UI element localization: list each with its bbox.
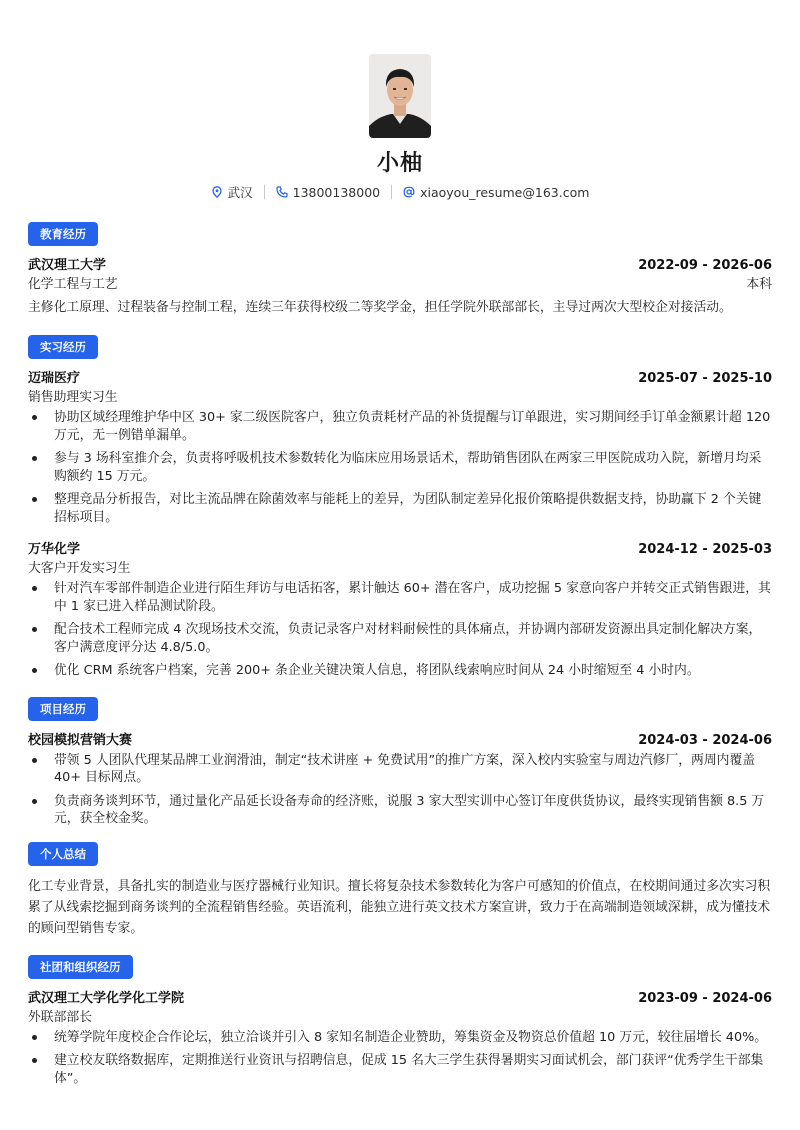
contact-phone xyxy=(265,185,391,200)
education-sub-row xyxy=(28,273,772,292)
education-section xyxy=(28,222,772,318)
section-tag-education: 教育经历 xyxy=(28,222,98,246)
bullet-item: 带领 5 人团队代理某品牌工业润滑油，制定“技术讲座 + 免费试用”的推广方案，深入校内实验室与周边汽修厂，两周内覆盖 40+ 目标网点。 xyxy=(28,752,772,787)
club-section xyxy=(28,955,772,1088)
project-section xyxy=(28,697,772,828)
internship-entry xyxy=(28,538,772,680)
major-name: 化学工程与工艺 xyxy=(28,277,118,292)
bullet-item: 统筹学院年度校企合作论坛，独立洽谈并引入 8 家知名制造企业赞助，筹集资金及物资总价值超 10 万元，较往届增长 40%。 xyxy=(28,1029,772,1047)
school-name: 武汉理工大学 xyxy=(28,258,107,273)
location-text: 武汉 xyxy=(227,185,253,200)
contact-bar xyxy=(28,183,772,201)
project-bullets xyxy=(28,752,772,828)
contact-location xyxy=(200,183,264,201)
profile-photo xyxy=(369,54,431,138)
project-name: 校园模拟营销大赛 xyxy=(28,732,133,748)
club-bullets xyxy=(28,1029,772,1088)
company-name: 迈瑞医疗 xyxy=(28,371,81,386)
company-name: 万华化学 xyxy=(28,542,81,557)
club-date: 2023-09 - 2024-06 xyxy=(638,990,772,1006)
degree-level: 本科 xyxy=(746,277,772,292)
bullet-item: 优化 CRM 系统客户档案，完善 200+ 条企业关键决策人信息，将团队线索响应时间从 24 小时缩短至 4 小时内。 xyxy=(28,662,772,680)
club-role: 外联部部长 xyxy=(28,1009,92,1025)
location-pin-icon xyxy=(211,186,223,198)
club-header-row xyxy=(28,987,772,1006)
internship-entry xyxy=(28,367,772,526)
club-org-name: 武汉理工大学化学化工学院 xyxy=(28,990,185,1006)
at-sign-icon xyxy=(403,186,415,198)
internship-bullets xyxy=(28,580,772,680)
bullet-item: 参与 3 场科室推介会，负责将呼吸机技术参数转化为临床应用场景话术，帮助销售团队在两家三甲医院成功入院，新增月均采购额约 15 万元。 xyxy=(28,450,772,485)
contact-email xyxy=(392,185,600,200)
summary-section xyxy=(28,842,772,939)
bullet-item: 建立校友联络数据库，定期推送行业资讯与招聘信息，促成 15 名大三学生获得暑期实习面试机会，部门获评“优秀学生干部集体”。 xyxy=(28,1052,772,1087)
internship-header-row xyxy=(28,367,772,386)
bullet-item: 配合技术工程师完成 4 次现场技术交流，负责记录客户对材料耐候性的具体痛点，并协调内部研发资源出具定制化解决方案，客户满意度评分达 4.8/5.0。 xyxy=(28,621,772,656)
section-tag-summary: 个人总结 xyxy=(28,842,98,866)
education-date: 2022-09 - 2026-06 xyxy=(638,258,772,273)
education-description: 主修化工原理、过程装备与控制工程，连续三年获得校级二等奖学金，担任学院外联部部长，主导过两次大型校企对接活动。 xyxy=(28,300,732,315)
bullet-item: 整理竞品分析报告，对比主流品牌在除菌效率与能耗上的差异，为团队制定差异化报价策略提供数据支持，协助赢下 2 个关键招标项目。 xyxy=(28,491,772,526)
summary-text: 化工专业背景，具备扎实的制造业与医疗器械行业知识。擅长将复杂技术参数转化为客户可感知的价值点，在校期间通过多次实习积累了从线索挖掘到商务谈判的全流程销售经验。英语流利，能独立进行英文技术方案宣讲，致力于在高端制造领域深耕，成为懂技术的顾问型销售专家。 xyxy=(28,878,771,936)
internship-role: 销售助理实习生 xyxy=(28,390,118,405)
bullet-item: 针对汽车零部件制造企业进行陌生拜访与电话拓客，累计触达 60+ 潜在客户，成功挖掘 5 家意向客户并转交正式销售跟进，其中 1 家已进入样品测试阶段。 xyxy=(28,580,772,615)
internship-bullets xyxy=(28,409,772,526)
internship-role: 大客户开发实习生 xyxy=(28,561,131,576)
email-text: xiaoyou_resume@163.com xyxy=(420,184,590,200)
project-header-row xyxy=(28,729,772,748)
candidate-name: 小柚 xyxy=(376,151,423,176)
section-tag-project: 项目经历 xyxy=(28,697,98,721)
resume-header xyxy=(28,0,772,201)
internship-date: 2024-12 - 2025-03 xyxy=(638,542,772,557)
project-date: 2024-03 - 2024-06 xyxy=(638,732,772,748)
phone-icon xyxy=(276,186,288,198)
internship-date: 2025-07 - 2025-10 xyxy=(638,371,772,386)
section-tag-internship: 实习经历 xyxy=(28,335,98,359)
bullet-item: 负责商务谈判环节，通过量化产品延长设备寿命的经济账，说服 3 家大型实训中心签订年度供货协议，最终实现销售额 8.5 万元，获全校金奖。 xyxy=(28,793,772,828)
internship-section xyxy=(28,335,772,680)
education-header-row xyxy=(28,254,772,273)
section-tag-club: 社团和组织经历 xyxy=(28,955,133,979)
bullet-item: 协助区域经理维护华中区 30+ 家二级医院客户，独立负责耗材产品的补货提醒与订单跟进，实习期间经手订单金额累计超 120 万元，无一例错单漏单。 xyxy=(28,409,772,444)
phone-text: 13800138000 xyxy=(292,184,381,200)
internship-header-row xyxy=(28,538,772,557)
